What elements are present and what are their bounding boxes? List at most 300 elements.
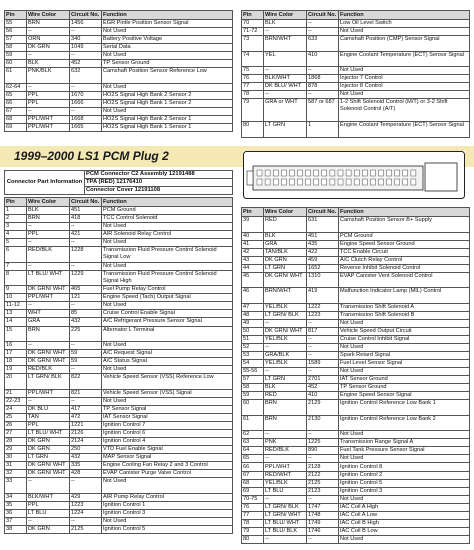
function-cell: EGR Pintle Position Sensor Signal bbox=[102, 20, 233, 28]
pin-cell: 69 bbox=[5, 124, 27, 132]
pin-cell: 52 bbox=[242, 343, 264, 351]
table-row bbox=[242, 535, 470, 543]
circuit-cell: 335 bbox=[70, 462, 102, 470]
pin-cell: 27 bbox=[5, 429, 27, 437]
circuit-cell: -- bbox=[307, 495, 339, 503]
wire-color-cell: -- bbox=[264, 91, 307, 99]
function-cell: Transmission Shift Solenoid A bbox=[339, 303, 470, 311]
pin-cell: 47 bbox=[242, 303, 264, 311]
function-cell: AIR Solenoid Relay Control bbox=[102, 231, 233, 239]
circuit-cell: 452 bbox=[307, 384, 339, 392]
table-row bbox=[5, 36, 233, 44]
function-cell: Battery Positive Voltage bbox=[102, 36, 233, 44]
pin-cell: 64 bbox=[242, 447, 264, 455]
pin-header: Pin bbox=[242, 208, 264, 217]
pinout-table-top-right bbox=[241, 10, 470, 138]
table-row bbox=[5, 302, 233, 310]
table-row bbox=[242, 343, 470, 351]
table-row bbox=[5, 83, 233, 91]
table-row bbox=[5, 20, 233, 28]
pin-cell: 53 bbox=[242, 352, 264, 360]
wire-color-cell: DK GRN/ WHT bbox=[27, 350, 70, 358]
wire-color-cell: BRN/WHT bbox=[264, 288, 307, 304]
function-cell: Not Used bbox=[102, 478, 233, 494]
wire-color-cell: LT BLU bbox=[264, 487, 307, 495]
function-cell: Fuel Level Sensor Signal bbox=[339, 360, 470, 368]
circuit-cell: 1666 bbox=[70, 99, 102, 107]
wire-color-cell: LT GRN bbox=[264, 264, 307, 272]
function-cell: Not Used bbox=[102, 302, 233, 310]
wire-color-cell: YEL bbox=[264, 51, 307, 67]
function-cell: Ignition Control 5 bbox=[102, 525, 233, 533]
pin-cell: 7 bbox=[5, 262, 27, 270]
pin-cell: 54 bbox=[242, 360, 264, 368]
function-cell: Not Used bbox=[102, 223, 233, 231]
function-cell: Serial Data bbox=[102, 44, 233, 52]
table-row bbox=[5, 60, 233, 68]
wire-color-cell: PNK/BLK bbox=[27, 68, 70, 84]
table-row bbox=[5, 429, 233, 437]
function-cell: Engine Speed Sensor Ground bbox=[339, 240, 470, 248]
function-cell: Not Used bbox=[102, 262, 233, 270]
function-cell: Camshaft Position Sensor Reference Low bbox=[102, 68, 233, 84]
wire-color-cell: -- bbox=[27, 28, 70, 36]
pin-cell: 77 bbox=[242, 83, 264, 91]
table-row bbox=[242, 99, 470, 122]
pin-cell: 43 bbox=[242, 256, 264, 264]
top-right-table-panel bbox=[241, 10, 470, 138]
table-row bbox=[242, 67, 470, 75]
circuit-cell: 85 bbox=[70, 310, 102, 318]
table-row bbox=[5, 115, 233, 123]
bottom-right-table-panel bbox=[241, 207, 470, 544]
circuit-cell: 225 bbox=[70, 326, 102, 342]
pin-cell: 66 bbox=[5, 99, 27, 107]
circuit-cell: -- bbox=[70, 342, 102, 350]
circuit-cell: 451 bbox=[70, 207, 102, 215]
pin-cell: 46 bbox=[242, 288, 264, 304]
connector-assembly-line: PCM Connector C2 Assembly 12191488 bbox=[85, 171, 233, 179]
top-left-table-panel bbox=[4, 10, 233, 132]
function-cell: Not Used bbox=[339, 455, 470, 463]
table-row bbox=[242, 248, 470, 256]
table-row bbox=[5, 239, 233, 247]
pin-cell: 71-72 bbox=[242, 28, 264, 36]
function-cell: Not Used bbox=[339, 67, 470, 75]
table-row bbox=[242, 503, 470, 511]
circuit-cell: 2129 bbox=[307, 400, 339, 416]
table-row bbox=[242, 327, 470, 335]
table-row bbox=[5, 286, 233, 294]
circuit-cell: 410 bbox=[307, 51, 339, 67]
pin-cell: 50 bbox=[242, 327, 264, 335]
circuit-cell: -- bbox=[70, 223, 102, 231]
tpa-line: TPA (RED) 12176410 bbox=[85, 179, 233, 187]
pin-cell: 25 bbox=[5, 413, 27, 421]
wire-color-header: Wire Color bbox=[27, 11, 70, 20]
table-row bbox=[242, 28, 470, 36]
table-row bbox=[5, 389, 233, 397]
wire-color-cell: PPL/WHT bbox=[27, 124, 70, 132]
function-cell: Transmission Fluid Pressure Control Solenoid Signal Low bbox=[102, 247, 233, 263]
wire-color-cell: -- bbox=[264, 319, 307, 327]
table-row bbox=[5, 470, 233, 478]
function-cell: Not Used bbox=[102, 342, 233, 350]
pin-cell: 3 bbox=[5, 223, 27, 231]
pin-cell: 10 bbox=[5, 294, 27, 302]
pin-cell: 79 bbox=[242, 99, 264, 122]
table-row bbox=[242, 83, 470, 91]
connector-info-panel bbox=[4, 170, 233, 195]
wire-color-cell: BLK/WHT bbox=[27, 493, 70, 501]
circuit-cell: -- bbox=[70, 517, 102, 525]
pin-cell: 22-23 bbox=[5, 397, 27, 405]
pin-cell: 79 bbox=[242, 527, 264, 535]
circuit-cell: 1049 bbox=[70, 44, 102, 52]
circuit-cell: -- bbox=[307, 368, 339, 376]
pin-cell: 37 bbox=[5, 517, 27, 525]
wire-color-cell: -- bbox=[27, 223, 70, 231]
wire-color-cell: GRA/BLK bbox=[264, 352, 307, 360]
pin-cell: 45 bbox=[242, 272, 264, 288]
function-cell: Not Used bbox=[339, 431, 470, 439]
wire-color-cell: YEL/BLK bbox=[264, 479, 307, 487]
wire-color-cell: RED bbox=[264, 217, 307, 233]
table-row bbox=[5, 350, 233, 358]
pin-cell: 34 bbox=[5, 493, 27, 501]
wire-color-cell: GRA bbox=[27, 318, 70, 326]
circuit-cell: 587 or 687 bbox=[307, 99, 339, 122]
circuit-cell: 1746 bbox=[307, 527, 339, 535]
function-cell: Low Oil Level Switch bbox=[339, 20, 470, 28]
circuit-cell: 435 bbox=[307, 240, 339, 248]
wire-color-cell: ORN bbox=[27, 36, 70, 44]
pin-cell: 1 bbox=[5, 207, 27, 215]
wire-color-cell: -- bbox=[264, 368, 307, 376]
pin-cell: 67 bbox=[5, 107, 27, 115]
table-row bbox=[242, 400, 470, 416]
function-cell: A/C Clutch Relay Control bbox=[339, 256, 470, 264]
table-row bbox=[5, 270, 233, 286]
pin-header: Pin bbox=[5, 198, 27, 207]
pin-cell: 60 bbox=[242, 400, 264, 416]
pin-cell: 32 bbox=[5, 470, 27, 478]
circuit-cell: 822 bbox=[70, 374, 102, 390]
function-cell: Engine Coolant Temperature (ECT) Sensor Signal bbox=[339, 51, 470, 67]
function-cell: PCM Ground bbox=[102, 207, 233, 215]
pin-cell: 18 bbox=[5, 358, 27, 366]
table-row bbox=[5, 421, 233, 429]
pin-cell: 21 bbox=[5, 389, 27, 397]
pin-header: Pin bbox=[5, 11, 27, 20]
function-cell: Alternator L Terminal bbox=[102, 326, 233, 342]
pin-cell: 30 bbox=[5, 454, 27, 462]
pin-cell: 60 bbox=[5, 60, 27, 68]
circuit-cell: -- bbox=[70, 107, 102, 115]
table-row bbox=[5, 68, 233, 84]
function-cell: MAP Sensor Signal bbox=[102, 454, 233, 462]
function-cell: Cruise Control Enable Signal bbox=[102, 310, 233, 318]
function-cell: IAC Coil B Low bbox=[339, 527, 470, 535]
table-row bbox=[5, 405, 233, 413]
function-cell: IAT Sensor Ground bbox=[339, 376, 470, 384]
pin-cell: 9 bbox=[5, 286, 27, 294]
circuit-cell: 2124 bbox=[70, 437, 102, 445]
circuit-cell: 419 bbox=[307, 288, 339, 304]
circuit-cell: 1229 bbox=[70, 270, 102, 286]
function-cell: AIR Pump Relay Control bbox=[102, 493, 233, 501]
pin-cell: 48 bbox=[242, 311, 264, 319]
pin-cell: 35 bbox=[5, 501, 27, 509]
circuit-cell: 1589 bbox=[307, 360, 339, 368]
circuit-cell: 1670 bbox=[70, 91, 102, 99]
function-cell: Not Used bbox=[102, 52, 233, 60]
circuit-cell: -- bbox=[307, 91, 339, 99]
function-cell: Not Used bbox=[102, 517, 233, 525]
table-row bbox=[242, 431, 470, 439]
pin-cell: 26 bbox=[5, 421, 27, 429]
function-cell: A/C Request Signal bbox=[102, 350, 233, 358]
circuit-header: Circuit No. bbox=[70, 198, 102, 207]
function-cell: TP Sensor Ground bbox=[339, 384, 470, 392]
pin-cell: 8 bbox=[5, 270, 27, 286]
function-cell: Transmission Fluid Pressure Control Solenoid Signal High bbox=[102, 270, 233, 286]
function-cell: HO2S Signal High Bank 1 Sensor 1 bbox=[102, 124, 233, 132]
table-row bbox=[242, 527, 470, 535]
table-row bbox=[5, 462, 233, 470]
table-row bbox=[242, 392, 470, 400]
table-row bbox=[242, 455, 470, 463]
circuit-cell: -- bbox=[70, 239, 102, 247]
circuit-cell: 250 bbox=[70, 446, 102, 454]
circuit-cell: 2130 bbox=[307, 415, 339, 431]
table-row bbox=[242, 91, 470, 99]
pin-cell: 44 bbox=[242, 264, 264, 272]
pin-cell: 70 bbox=[242, 20, 264, 28]
circuit-cell: 59 bbox=[70, 358, 102, 366]
function-header: Function bbox=[102, 198, 233, 207]
function-cell: Not Used bbox=[339, 319, 470, 327]
function-cell: Not Used bbox=[339, 28, 470, 36]
wire-color-cell: -- bbox=[27, 83, 70, 91]
table-row bbox=[242, 519, 470, 527]
circuit-cell: 631 bbox=[307, 217, 339, 233]
wire-color-cell: DK GRN bbox=[27, 525, 70, 533]
function-cell: Ignition Control 6 bbox=[102, 429, 233, 437]
circuit-cell: 1668 bbox=[70, 115, 102, 123]
circuit-cell: 410 bbox=[307, 392, 339, 400]
function-cell: Ignition Control Reference Low Bank 2 bbox=[339, 415, 470, 431]
function-cell: Ignition Control 2 bbox=[339, 471, 470, 479]
wire-color-cell: -- bbox=[27, 397, 70, 405]
pin-cell: 80 bbox=[242, 535, 264, 543]
table-row bbox=[242, 303, 470, 311]
wire-color-cell: BLK bbox=[264, 384, 307, 392]
function-cell: Injector 7 Control bbox=[339, 75, 470, 83]
circuit-header: Circuit No. bbox=[307, 11, 339, 20]
bottom-left-table-panel bbox=[4, 197, 233, 534]
circuit-cell: -- bbox=[307, 343, 339, 351]
pin-cell: 40 bbox=[242, 232, 264, 240]
wire-color-cell: PPL bbox=[27, 91, 70, 99]
function-cell: HO2S Signal High Bank 1 Sensor 2 bbox=[102, 99, 233, 107]
table-row bbox=[242, 352, 470, 360]
pin-cell: 68 bbox=[242, 479, 264, 487]
wire-color-cell: LT GRN/ WHT bbox=[264, 511, 307, 519]
circuit-cell: -- bbox=[307, 335, 339, 343]
table-row bbox=[242, 439, 470, 447]
connector-info-table bbox=[4, 170, 233, 195]
circuit-cell: 817 bbox=[307, 327, 339, 335]
table-row bbox=[5, 326, 233, 342]
wire-color-cell: DK BLU bbox=[27, 405, 70, 413]
circuit-cell: 1749 bbox=[307, 519, 339, 527]
wire-color-cell: BLK bbox=[27, 207, 70, 215]
wire-color-cell: DK GRN/ WHT bbox=[27, 470, 70, 478]
wire-color-cell: DK GRN bbox=[27, 446, 70, 454]
circuit-cell: -- bbox=[70, 28, 102, 36]
pin-cell: 70-75 bbox=[242, 495, 264, 503]
function-cell: Engine Speed (Tach) Output Signal bbox=[102, 294, 233, 302]
function-cell: Not Used bbox=[339, 495, 470, 503]
function-cell: Spark Retard Signal bbox=[339, 352, 470, 360]
function-cell: Not Used bbox=[102, 366, 233, 374]
wire-color-cell: DK GRN bbox=[27, 437, 70, 445]
wire-color-cell: RED/BLK bbox=[264, 447, 307, 455]
circuit-cell: 340 bbox=[70, 36, 102, 44]
function-cell: TP Sensor Signal bbox=[102, 405, 233, 413]
wire-color-cell: TAN/BLK bbox=[264, 248, 307, 256]
table-row bbox=[5, 342, 233, 350]
pin-cell: 65 bbox=[5, 91, 27, 99]
function-cell: Ignition Control 1 bbox=[102, 501, 233, 509]
table-row bbox=[242, 36, 470, 52]
circuit-cell: 421 bbox=[70, 231, 102, 239]
circuit-cell: 1748 bbox=[307, 511, 339, 519]
pin-cell: 65 bbox=[242, 455, 264, 463]
pin-cell: 20 bbox=[5, 374, 27, 390]
wire-color-cell: -- bbox=[27, 262, 70, 270]
circuit-cell: 429 bbox=[70, 493, 102, 501]
table-row bbox=[242, 368, 470, 376]
wire-color-cell: -- bbox=[27, 239, 70, 247]
circuit-cell: 2128 bbox=[307, 463, 339, 471]
circuit-cell: -- bbox=[307, 352, 339, 360]
table-row bbox=[5, 366, 233, 374]
pin-cell: 68 bbox=[5, 115, 27, 123]
pin-cell: 41 bbox=[242, 240, 264, 248]
pin-cell: 75 bbox=[242, 67, 264, 75]
pin-cell: 29 bbox=[5, 446, 27, 454]
function-cell: Vehicle Speed Sensor (VSS) Signal bbox=[102, 389, 233, 397]
table-row bbox=[5, 91, 233, 99]
function-cell: Engine Speed Sensor Signal bbox=[339, 392, 470, 400]
function-cell: Ignition Control 3 bbox=[102, 509, 233, 517]
pin-cell: 57 bbox=[5, 36, 27, 44]
wire-color-cell: LT BLU/ WHT bbox=[27, 429, 70, 437]
circuit-cell: -- bbox=[70, 397, 102, 405]
pin-cell: 76 bbox=[242, 503, 264, 511]
wire-color-cell: -- bbox=[264, 535, 307, 543]
function-cell: Not Used bbox=[102, 83, 233, 91]
table-header-row bbox=[5, 198, 233, 207]
table-row bbox=[242, 511, 470, 519]
circuit-cell: 2701 bbox=[307, 376, 339, 384]
table-row bbox=[242, 256, 470, 264]
function-cell: Transmission Range Signal A bbox=[339, 439, 470, 447]
wire-color-cell: RED/BLK bbox=[27, 247, 70, 263]
pin-cell: 24 bbox=[5, 405, 27, 413]
circuit-cell: 2123 bbox=[307, 487, 339, 495]
table-row bbox=[5, 262, 233, 270]
wire-color-cell: -- bbox=[264, 495, 307, 503]
circuit-cell: -- bbox=[307, 28, 339, 36]
pin-cell: 33 bbox=[5, 478, 27, 494]
wire-color-cell: DK BLU/ WHT bbox=[264, 83, 307, 91]
table-row bbox=[242, 75, 470, 83]
circuit-header: Circuit No. bbox=[70, 11, 102, 20]
function-cell: TP Sensor Ground bbox=[102, 60, 233, 68]
circuit-cell: 2126 bbox=[70, 429, 102, 437]
pin-cell: 39 bbox=[242, 217, 264, 233]
pin-cell: 63 bbox=[242, 439, 264, 447]
pin-cell: 59 bbox=[5, 52, 27, 60]
table-row bbox=[5, 223, 233, 231]
function-cell: 1-2 Shift Solenoid Control (M/T) or 3-2 Shift Solenoid Control (A/T) bbox=[339, 99, 470, 122]
pin-cell: 57 bbox=[242, 376, 264, 384]
circuit-cell: 890 bbox=[307, 447, 339, 455]
pinout-table-bottom-right bbox=[241, 207, 470, 544]
circuit-cell: 1224 bbox=[70, 509, 102, 517]
pin-cell: 4 bbox=[5, 231, 27, 239]
pin-cell: 14 bbox=[5, 318, 27, 326]
function-cell: A/C Refrigerant Pressure Sensor Signal bbox=[102, 318, 233, 326]
wire-color-cell: -- bbox=[264, 28, 307, 36]
wire-color-cell: TAN bbox=[27, 413, 70, 421]
wire-color-header: Wire Color bbox=[264, 11, 307, 20]
table-row bbox=[242, 264, 470, 272]
wire-color-cell: LT GRN bbox=[264, 122, 307, 138]
wire-color-cell: LT BLU bbox=[27, 509, 70, 517]
table-row bbox=[242, 447, 470, 455]
circuit-cell: 451 bbox=[307, 232, 339, 240]
wire-color-cell: LT GRN/ BLK bbox=[27, 374, 70, 390]
wire-color-cell: -- bbox=[27, 342, 70, 350]
function-cell: PCM Ground bbox=[339, 232, 470, 240]
circuit-cell: 2125 bbox=[70, 525, 102, 533]
pin-cell: 11-12 bbox=[5, 302, 27, 310]
function-cell: EVAP Canister Vent Solenoid Control bbox=[339, 272, 470, 288]
function-cell: Not Used bbox=[339, 343, 470, 351]
function-cell: Not Used bbox=[339, 91, 470, 99]
pin-cell: 55 bbox=[5, 20, 27, 28]
function-cell: Ignition Control 4 bbox=[102, 437, 233, 445]
pin-cell: 42 bbox=[242, 248, 264, 256]
circuit-cell: 633 bbox=[307, 36, 339, 52]
pin-cell: 31 bbox=[5, 462, 27, 470]
connector-part-label: Connector Part Information bbox=[5, 171, 85, 195]
function-header: Function bbox=[102, 11, 233, 20]
function-cell: Not Used bbox=[102, 28, 233, 36]
table-row bbox=[5, 397, 233, 405]
circuit-cell: -- bbox=[70, 83, 102, 91]
table-row bbox=[242, 122, 470, 138]
table-row bbox=[5, 310, 233, 318]
table-row bbox=[5, 215, 233, 223]
wire-color-cell: -- bbox=[264, 67, 307, 75]
wire-color-cell: PPL bbox=[27, 501, 70, 509]
table-row bbox=[5, 44, 233, 52]
